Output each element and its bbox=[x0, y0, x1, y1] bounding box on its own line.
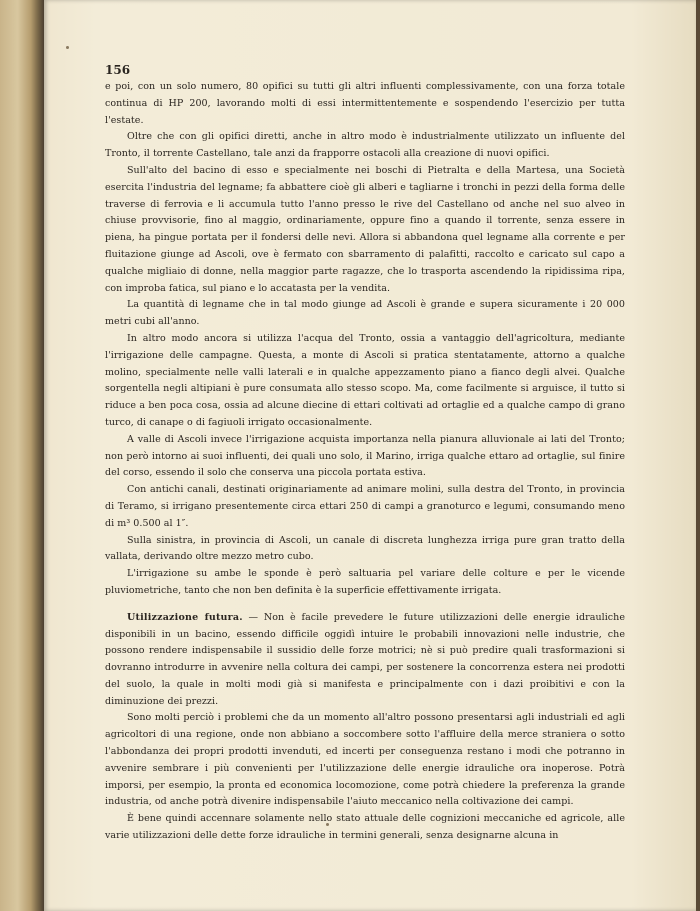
paragraph: Sono molti perciò i problemi che da un momento all'altro possono presentarsi agli industriali ed agli agricoltori di una regione, onde non abbiano a soccombere sotto l'affluire della merce straniera o sotto l'abbondanza dei propri prodotti invenduti, ed incerti per conseguenza restano i modi che potranno in avvenire sembrare i più convenienti per l'utilizzazione delle energie idrauliche ora inoperose. Potrà imporsi, per esempio, la pronta ed economica locomozione, come potrà chiedere la preferenza la grande industria, od anche potrà divenire indispensabile l'aiuto meccanico nella coltivazione dei campi. bbox=[105, 712, 625, 808]
paragraph: La quantità di legname che in tal modo giunge ad Ascoli è grande e supera sicuramente i 20 000 metri cubi all'anno. bbox=[105, 299, 625, 328]
paragraph: Sulla sinistra, in provincia di Ascoli, un canale di discreta lunghezza irriga pure gran tratto della vallata, derivando oltre mezzo metro cubo. bbox=[105, 534, 625, 563]
paragraph: L'irrigazione su ambe le sponde è però saltuaria pel variare delle colture e per le vicende pluviometriche, tanto che non ben definita è la superficie effettivamente irrigata. bbox=[105, 568, 625, 596]
paragraph: A valle di Ascoli invece l'irrigazione acquista importanza nella pianura alluvionale ai lati del Tronto; non però intorno ai suoi influenti, dei quali uno solo, il Marino, irriga qualche ettaro ad ortaglie, sul finire del corso, essendo il solo che conserva una piccola portata estiva. bbox=[105, 433, 625, 479]
paragraph: e poi, con un solo numero, 80 opifici su tutti gli altri influenti complessivamente, con una forza totale continua di HP 200, lavorando molti di essi intermittentemente e sospendendo l'esercizio per tutta l'estate. bbox=[105, 81, 625, 126]
section-text: Non è facile prevedere le future utilizzazioni delle energie idrauliche disponibili in un bacino, essendo difficile oggidì intuire le probabili innovazioni nelle industrie, che possono rendere indispensabile il sussidio delle forze motrici; nè si può predire quali trasformazioni si dovranno introdurre in avvenire nella coltura dei campi, per sostenere la concorrenza estera nei prodotti del suolo, la quale in molti modi già si manifesta e principalmente con i dazi proibitivi e con la diminuzione dei prezzi. bbox=[105, 611, 626, 707]
section-paragraph bbox=[105, 610, 625, 711]
book-binding-edge bbox=[0, 0, 44, 911]
paragraph: È bene quindi accennare solamente nello stato attuale delle cognizioni meccaniche ed agricole, alle varie utilizzazioni delle dette forze idrauliche in termini generali, senza designarne alcuna in bbox=[105, 813, 625, 842]
paper-speck bbox=[66, 46, 69, 49]
paragraph: In altro modo ancora si utilizza l'acqua del Tronto, ossia a vantaggio dell'agricoltura, mediante l'irrigazione delle campagne. Questa, a monte di Ascoli si pratica stentatamente, attorno a qualche molino, specialmente nelle valli laterali e in qualche appezzamento piano a fianco degli alvei. Qualche sorgentella negli altipiani è pure consumata allo stesso scopo. Ma, come facilmente si arguisce, il tutto si riduce a ben poca cosa, ossia ad alcune diecine di ettari coltivati ad ortaglie ed a qualche campo di grano turco, di canape o di fagiuoli irrigato occasionalmente. bbox=[105, 332, 625, 428]
section-title: Utilizzazione futura. bbox=[127, 611, 243, 623]
page-text bbox=[105, 62, 625, 845]
paragraph: Oltre che con gli opifici diretti, anche in altro modo è industrialmente utilizzato un influente del Tronto, il torrente Castellano, tale anzi da frapporre ostacoli alla creazione di nuovi opifici. bbox=[105, 131, 625, 160]
page-right-edge bbox=[696, 0, 700, 911]
paragraph: Con antichi canali, destinati originariamente ad animare molini, sulla destra del Tronto, in provincia di Teramo, si irrigano presentemente circa ettari 250 di campi a granoturco e legumi, consumando meno di m³ 0.500 al 1″. bbox=[105, 484, 625, 529]
page-number: 156 bbox=[105, 63, 131, 77]
paragraph: Sull'alto del bacino di esso e specialmente nei boschi di Pietralta e della Martesa, una Società esercita l'industria del legname; fa abbattere cioè gli alberi e tagliarne i tronchi in pezzi della forma delle traverse di ferrovia e li accumula tutto l'anno presso le rive del Castellano od anche nel suo alveo in chiuse provvisorie, fino al maggio, ordinariamente, oppure fino a quando il torrente, senza essere in piena, ha pingue portata per il fondersi delle nevi. Allora si abbandona quel legname alla corrente e per fluitazione giunge ad Ascoli, ove è fermato con sbarramento di palafitti, raccolto e caricato sul capo a qualche migliaio di donne, nella maggior parte ragazze, che lo trasporta ascendendo la ripidissima ripa, con improba fatica, sul piano e lo accatasta per la vendita. bbox=[105, 164, 625, 294]
section-dash: — bbox=[242, 611, 264, 623]
